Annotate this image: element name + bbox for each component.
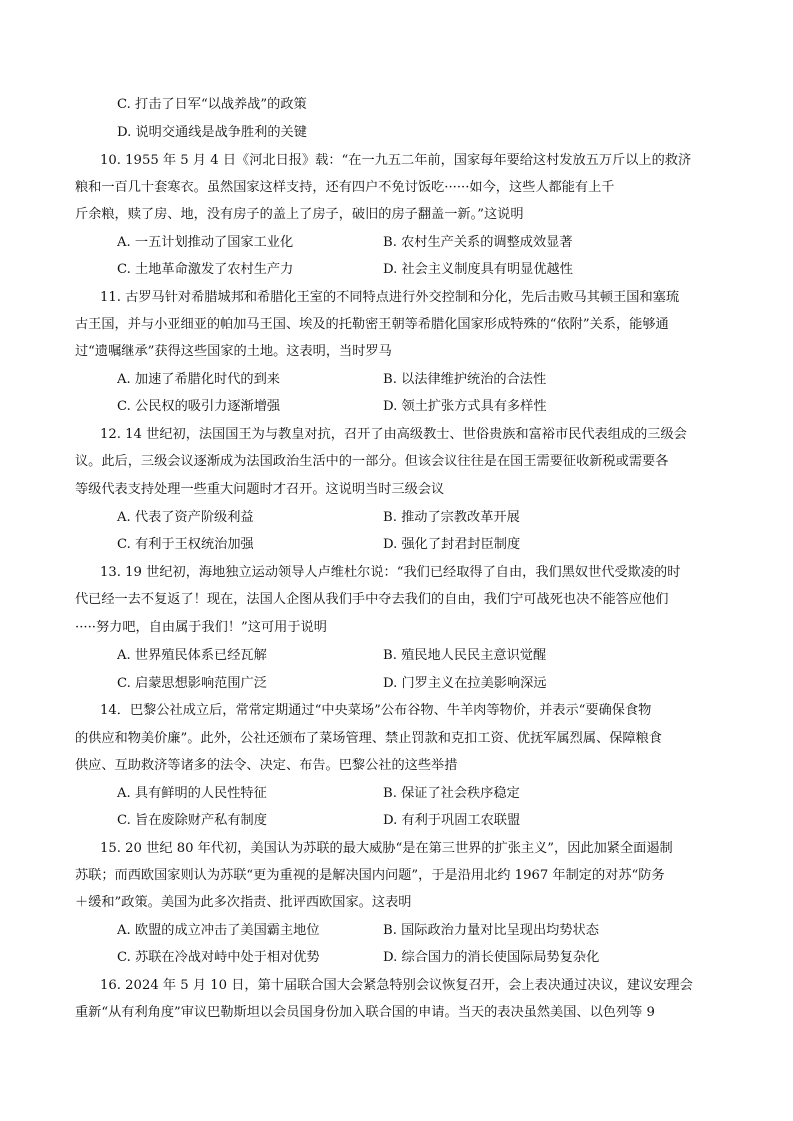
q10-stem-line-1: 10. 1955 年 5 月 4 日《河北日报》载：“在一九五二年前，国家每年要给这村发放五万斤以上的救济 [100,153,692,168]
q15-stem-line-1: 15. 20 世纪 80 年代初，美国认为苏联的最大威胁“是在第三世界的扩张主义”，因此加紧全面遏制 [100,841,673,856]
q10-stem-line-2: 粮和一百几十套寒衣。虽然国家这样支持，还有四户不免讨饭吃······如今，这些人都能有上千 [75,180,615,195]
q13-option-c: C. 启蒙思想影响范围广泛 [117,676,267,691]
q11-stem-line-1: 11. 古罗马针对希腊城邦和希腊化王室的不同特点进行外交控制和分化，先后击败马其顿王国和塞琉 [100,290,680,305]
q11-option-b: B. 以法律维护统治的合法性 [383,372,547,387]
q12-option-a: A. 代表了资产阶级利益 [117,510,254,525]
q14-stem-line-2: 的供应和物美价廉”。此外，公社还颁布了菜场管理、禁止罚款和克扣工资、优抚军属烈属、保障粮食 [75,731,662,746]
q15-option-a: A. 欧盟的成立冲击了美国霸主地位 [117,923,320,938]
q14-option-d: D. 有利于巩固工农联盟 [383,813,521,828]
q15-option-b: B. 国际政治力量对比呈现出均势状态 [383,923,599,938]
q13-option-d: D. 门罗主义在拉美影响深远 [383,676,547,691]
q12-stem-line-1: 12. 14 世纪初，法国国王为与教皇对抗，召开了由高级教士、世俗贵族和富裕市民代表组成的三级会 [100,427,687,442]
q13-stem-line-1: 13. 19 世纪初，海地独立运动领导人卢维杜尔说：“我们已经取得了自由，我们黑奴世代受欺凌的时 [100,565,681,580]
q10-option-d: D. 社会主义制度具有明显优越性 [383,262,573,277]
q14-option-a: A. 具有鲜明的人民性特征 [117,786,267,801]
q11-stem-line-2: 古王国，并与小亚细亚的帕加马王国、埃及的托勒密王朝等希腊化国家形成特殊的“依附”关系，能够通 [75,317,669,332]
q15-stem-line-3: ＋缓和”政策。美国为此多次指责、批评西欧国家。这表明 [75,895,412,910]
q15-stem-line-2: 苏联；而西欧国家则认为苏联“更为重视的是解决国内问题”，于是沿用北约 1967 年制定的对苏“防务 [75,868,665,883]
q15-option-c: C. 苏联在冷战对峙中处于相对优势 [117,950,320,965]
q11-option-a: A. 加速了希腊化时代的到来 [117,372,280,387]
q11-option-d: D. 领土扩张方式具有多样性 [383,399,547,414]
q10-option-c: C. 土地革命激发了农村生产力 [117,262,294,277]
q12-stem-line-3: 等级代表支持处理一些重大问题时才召开。这说明当时三级会议 [75,482,445,497]
q16-stem-line-1: 16. 2024 年 5 月 10 日，第十届联合国大会紧急特别会议恢复召开，会上表决通过决议，建议安理会 [100,978,693,993]
q14-stem-line-3: 供应、互助救济等诸多的法令、决定、布告。巴黎公社的这些举措 [75,758,458,773]
q11-option-c: C. 公民权的吸引力逐渐增强 [117,399,281,414]
q12-option-c: C. 有利于王权统治加强 [117,537,254,552]
prev-option-c: C. 打击了日军“以战养战”的政策 [117,97,307,112]
q16-stem-line-2: 重新“从有利角度”审议巴勒斯坦以会员国身份加入联合国的申请。当天的表决虽然美国、以色列等 9 [75,1005,655,1020]
q10-option-b: B. 农村生产关系的调整成效显著 [383,235,573,250]
q13-option-a: A. 世界殖民体系已经瓦解 [117,648,267,663]
q14-option-c: C. 旨在废除财产私有制度 [117,813,267,828]
q12-option-b: B. 推动了宗教改革开展 [383,510,520,525]
q13-option-b: B. 殖民地人民民主意识觉醒 [383,648,547,663]
q14-option-b: B. 保证了社会秩序稳定 [383,786,520,801]
q15-option-d: D. 综合国力的消长使国际局势复杂化 [383,950,600,965]
q10-option-a: A. 一五计划推动了国家工业化 [117,235,294,250]
q13-stem-line-3: ·····努力吧，自由属于我们！”这可用于说明 [75,620,327,635]
q14-stem-line-1: 14．巴黎公社成立后，常常定期通过“中央菜场”公布谷物、牛羊肉等物价，并表示“要确保食物 [100,703,652,718]
q13-stem-line-2: 代已经一去不复返了！现在，法国人企图从我们手中夺去我们的自由，我们宁可战死也决不能答应他们 [75,592,669,607]
q11-stem-line-3: 过“遗嘱继承”获得这些国家的土地。这表明，当时罗马 [75,344,392,359]
q12-option-d: D. 强化了封君封臣制度 [383,537,521,552]
prev-option-d: D. 说明交通线是战争胜利的关键 [117,125,307,140]
q12-stem-line-2: 议。此后，三级会议逐渐成为法国政治生活中的一部分。但该会议往往是在国王需要征收新税或需要各 [75,454,669,469]
q10-stem-line-3: 斤余粮，赎了房、地，没有房子的盖上了房子，破旧的房子翻盖一新。”这说明 [75,207,524,222]
